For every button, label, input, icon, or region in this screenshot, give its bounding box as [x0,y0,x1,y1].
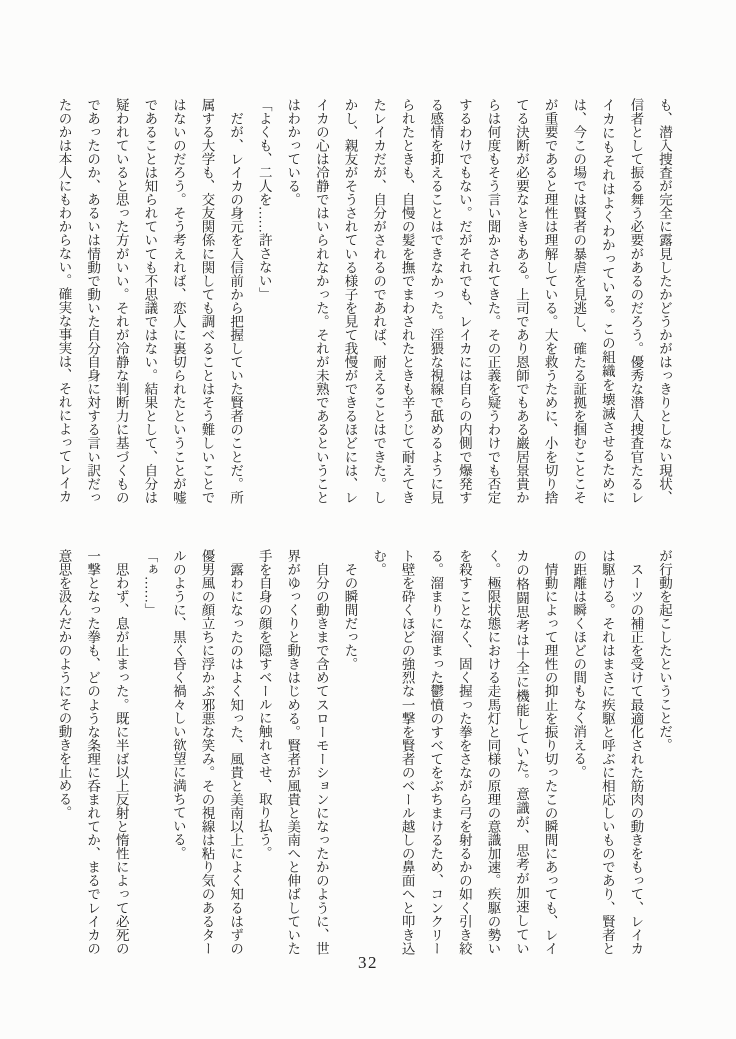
top-text-block [49,98,678,504]
dialogue-line: 「よくも、二人を……許さない」 [256,98,272,301]
paragraph: 自分の動きまで含めてスローモーションになったかのように、世界がゆっくりと動きはじめる。賢者が風貴と美南へと伸ばしていた手を自身の顔を隠すベールに触れさせ、取り払う。 [256,549,329,955]
paragraph: 思わず、息が止まった。既に半ば以上反射と惰性によって必死の一撃となった拳も、どのような条理に呑まれてか、まるでレイカの意思を汲んだかのようにその動きを止める。 [56,549,129,955]
paragraph: だが、レイカの身元を入信前から把握していた賢者のことだ。所属する大学も、交友関係に関しても調べることはそう難しいことではないのだろう。そう考えれば、恋人に裏切られたということが嘘であることは知られていても不思議ではない。結果として、自分は疑われていると思った方がいい。それが冷静な判断力に基づくものであったのか、あるいは情動で動いた自分自身に対する言い訳だったのかは本人にもわからない。確実な事実は、それによってレイカ [56,98,244,505]
paragraph: スーツの補正を受けて最適化された筋肉の動きをもって、レイカは駆ける。それはまさに疾駆と呼ぶに相応しいものであり、賢者との距離は瞬くほどの間もなく消える。 [571,549,644,955]
page-number: 32 [358,953,378,972]
paragraph: その瞬間だった。 [342,549,358,671]
paragraph: 情動によって理性の抑止を振り切ったこの瞬間にあっても、レイカの格闘思考は十全に機能していた。意識が、思考が加速していく。極限状態における走馬灯と同様の原理の意識加速。疾駆の勢いを殺すことなく、固く握った拳をさながら弓を射るかの如く引き絞る。溜まりに溜まった鬱憤のすべてをぶちまけるため、コンクリート壁を砕くほどの強烈な一撃を賢者のベール越しの鼻面へと叩き込む。 [371,549,558,956]
paragraph: も、潜入捜査が完全に露見したかどうかがはっきりとしない現状、信者として振る舞う必要があるのだろう。優秀な潜入捜査官たるレイカにもそれはよくわかっている。この組織を壊滅させるためには、今この場では賢者の暴虐を見逃し、確たる証拠を掴むことこそが重要であると理性は理解している。大を救うために、小を切り捨てる決断が必要なときもある。上司であり恩師でもある巌居景貴からは何度もそう言い聞かされてきた。その正義を疑うわけでも否定するわけでもない。だがそれでも、レイカには自らの内側で爆発する感情を抑えることはできなかった。淫猥な視線で舐めるように見られたときも、自慢の髪を撫でまわされたときも辛うじて耐えてきたレイカだが、自分がされるのであれば、耐えることはできた。しかし、親友がそうされている様子を見て我慢ができるほどには、レイカの心は冷静ではいられなかった。それが未熟であるということはわかっている。 [285,98,672,505]
bottom-text-block [49,549,678,955]
paragraph: が行動を起こしたということだ。 [657,549,672,752]
paragraph: 露わになったのはよく知った、風貴と美南以上によく知るはずの優男風の顔立ちに浮かぶ邪悪な笑み。その視線は粘り気のあるタールのように、黒く昏く禍々しい欲望に満ちている。 [170,549,244,956]
dialogue-line: 「ぁ……」 [142,549,158,617]
